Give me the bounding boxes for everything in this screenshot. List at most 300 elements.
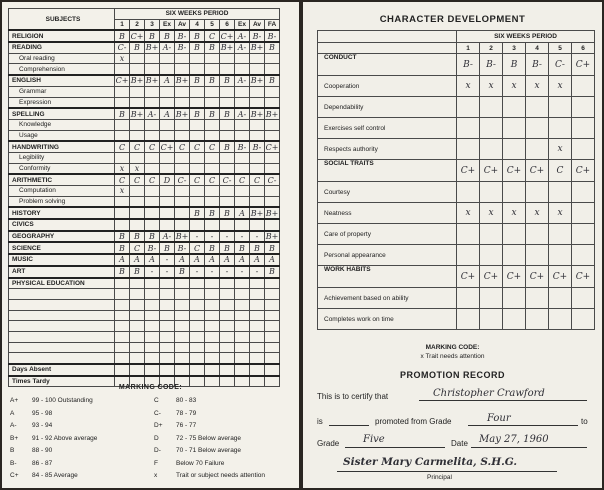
period-column-header: 3 (503, 43, 526, 54)
grade-cell (130, 289, 145, 300)
promoted-from-label: promoted from Grade (375, 417, 452, 426)
subject-label: Days Absent (9, 364, 115, 376)
trait-row (318, 54, 595, 76)
trait-grade-cell: C+ (572, 266, 595, 288)
grade-cell: B (190, 207, 205, 219)
subject-label: GEOGRAPHY (9, 231, 115, 243)
grade-cell (235, 130, 250, 141)
grade-cell: C (115, 174, 130, 185)
subject-label (9, 299, 115, 310)
grade-cell (220, 130, 235, 141)
grade-cell (250, 53, 265, 64)
subject-label: Knowledge (9, 119, 115, 130)
period-column-header: 5 (549, 43, 572, 54)
subject-row (9, 186, 280, 197)
grade-cell (160, 207, 175, 219)
grade-cell: B (205, 75, 220, 86)
trait-row (318, 266, 595, 288)
grade-cell (190, 289, 205, 300)
grade-cell: x (115, 53, 130, 64)
trait-grade-cell (457, 245, 480, 266)
trait-grade-cell (549, 118, 572, 139)
trait-grade-cell: C+ (480, 266, 503, 288)
grade-cell (220, 342, 235, 353)
grade-cell (190, 86, 205, 97)
trait-grade-cell (503, 288, 526, 309)
marking-code-item (154, 397, 196, 404)
grade-cell: C- (175, 174, 190, 185)
trait-grade-cell (572, 224, 595, 245)
subject-row (9, 364, 280, 376)
marking-code-value: 72 - 75 Below average (176, 434, 242, 442)
trait-grade-cell (572, 309, 595, 330)
marking-code-key: B (10, 447, 15, 454)
grade-cell (265, 342, 280, 353)
trait-label: WORK HABITS (318, 266, 457, 288)
marking-code-key: A- (10, 422, 17, 429)
trait-row (318, 139, 595, 160)
grade-cell: B (265, 266, 280, 278)
grade-cell (250, 331, 265, 342)
trait-label: Completes work on time (318, 309, 457, 330)
grade-cell (175, 278, 190, 289)
trait-grade-cell (572, 288, 595, 309)
grade-cell (250, 310, 265, 321)
grade-cell (220, 152, 235, 163)
grade-cell: B (130, 42, 145, 53)
grade-cell (115, 152, 130, 163)
trait-grade-cell: C (549, 160, 572, 182)
marking-code-item (154, 460, 224, 467)
grade-cell: C (145, 174, 160, 185)
subject-label: READING (9, 42, 115, 53)
grade-cell: B+ (265, 208, 279, 218)
grade-cell (190, 186, 205, 197)
grade-cell (265, 152, 280, 163)
grade-cell: C- (265, 174, 280, 185)
marking-code-item (10, 435, 97, 442)
grade-cell: B- (145, 242, 160, 254)
grade-cell (160, 353, 175, 364)
grade-cell: B- (235, 141, 250, 152)
period-column-header: 6 (572, 43, 595, 54)
trait-grade-cell (572, 139, 595, 160)
grade-cell: B (205, 42, 220, 53)
grade-cell (220, 331, 235, 342)
grade-cell: B (205, 108, 220, 119)
grade-cell: B (205, 207, 220, 219)
subject-row (9, 141, 280, 152)
grade-cell (145, 86, 160, 97)
trait-grade-cell: C+ (503, 160, 526, 182)
grade-cell: B+ (265, 232, 279, 242)
subject-row (9, 163, 280, 174)
grade-cell (160, 130, 175, 141)
character-development-title: CHARACTER DEVELOPMENT (379, 14, 526, 25)
trait-grade-cell (503, 224, 526, 245)
grade-cell (190, 97, 205, 108)
grade-cell: A (250, 254, 265, 266)
trait-grade-cell (526, 288, 549, 309)
grade-cell (220, 278, 235, 289)
trait-grade-cell (572, 245, 595, 266)
grade-cell (115, 342, 130, 353)
marking-code-item (10, 397, 93, 404)
trait-grade-cell: C+ (572, 160, 595, 182)
grade-cell: - (250, 231, 265, 243)
subject-label: Computation (9, 186, 115, 197)
grade-cell: A (130, 254, 145, 266)
grade-cell (235, 331, 250, 342)
marking-code-value: 88 - 90 (32, 447, 53, 454)
subject-row (9, 64, 280, 75)
grade-cell: C+ (130, 31, 144, 41)
period-column-header: Ex (235, 19, 250, 30)
subject-row (9, 242, 280, 254)
grade-cell: B (160, 30, 175, 42)
trait-grade-cell: x (457, 76, 480, 97)
subject-row (9, 299, 280, 310)
grade-cell (265, 53, 280, 64)
grade-cell (220, 86, 235, 97)
marking-code-key: B- (10, 459, 17, 467)
grade-cell: B (205, 242, 220, 254)
marking-code-key: A+ (10, 397, 19, 404)
grade-cell (160, 196, 175, 207)
grade-cell (205, 299, 220, 310)
trait-grade-cell (457, 288, 480, 309)
grade-cell (235, 278, 250, 289)
grade-cell (220, 310, 235, 321)
grade-cell (160, 152, 175, 163)
grade-cell (205, 196, 220, 207)
grade-cell: B (145, 30, 160, 42)
trait-grade-cell (480, 245, 503, 266)
grade-cell (175, 119, 190, 130)
trait-grade-cell (572, 118, 595, 139)
marking-code-item (10, 472, 78, 479)
trait-row (318, 160, 595, 182)
trait-grade-cell: C+ (526, 266, 549, 288)
subject-label: Comprehension (9, 64, 115, 75)
grade-cell: B (265, 42, 280, 53)
subject-label: Legibility (9, 152, 115, 163)
grade-cell (220, 364, 235, 376)
grade-cell (115, 310, 130, 321)
grade-cell: B+ (145, 43, 159, 53)
subject-label: Times Tardy (9, 376, 115, 387)
grade-cell: B- (175, 30, 190, 42)
trait-grade-cell (572, 76, 595, 97)
grade-cell (145, 342, 160, 353)
grade-cell (190, 53, 205, 64)
grade-cell: B (220, 75, 235, 86)
grade-cell (130, 152, 145, 163)
marking-code-value: 91 - 92 Above average (32, 434, 98, 442)
trait-grade-cell: x (526, 76, 549, 97)
trait-grade-cell (480, 288, 503, 309)
grade-cell: A- (160, 231, 175, 243)
grade-cell (175, 219, 190, 231)
grade-cell (265, 186, 280, 197)
grade-cell: C (145, 141, 160, 152)
trait-row (318, 76, 595, 97)
trait-grade-cell: C+ (549, 266, 572, 288)
grade-cell (130, 342, 145, 353)
grade-cell: B (130, 266, 145, 278)
grade-cell: C (205, 174, 220, 185)
grade-cell (220, 97, 235, 108)
trait-row (318, 182, 595, 203)
grade-cell: - (145, 266, 160, 278)
grade-cell (115, 196, 130, 207)
grade-cell: B+ (220, 43, 234, 53)
grade-cell (160, 364, 175, 376)
grade-cell (190, 119, 205, 130)
grade-cell (190, 219, 205, 231)
grade-cell: B+ (265, 109, 279, 119)
grade-cell (250, 353, 265, 364)
trait-grade-cell (457, 139, 480, 160)
trait-grade-cell (572, 182, 595, 203)
grade-cell (250, 289, 265, 300)
grade-cell (265, 86, 280, 97)
trait-grade-cell: x (457, 203, 480, 224)
trait-grade-cell (457, 309, 480, 330)
marking-code-item (154, 472, 265, 479)
marking-code-value: 95 - 98 (32, 409, 53, 417)
marking-code-key: C- (154, 409, 161, 417)
grade-cell (130, 130, 145, 141)
grade-cell (190, 130, 205, 141)
subject-label (9, 331, 115, 342)
grade-cell: C (250, 174, 265, 185)
grade-cell (175, 196, 190, 207)
subject-label: PHYSICAL EDUCATION (9, 278, 115, 289)
grade-cell (265, 299, 280, 310)
grade-cell (130, 97, 145, 108)
grade-cell: A (115, 254, 130, 266)
subject-row (9, 231, 280, 243)
trait-label: Courtesy (318, 182, 457, 203)
trait-grade-cell (503, 97, 526, 118)
grade-cell: B (190, 42, 205, 53)
grade-cell (115, 299, 130, 310)
grade-cell (115, 353, 130, 364)
subject-row (9, 30, 280, 42)
grade-cell (235, 97, 250, 108)
grade-cell (145, 219, 160, 231)
subject-label (9, 289, 115, 300)
grade-cell (250, 342, 265, 353)
grade-cell: B+ (145, 76, 159, 86)
grade-cell: B (115, 266, 130, 278)
subject-row (9, 86, 280, 97)
report-card-left-page (2, 2, 299, 488)
promotion-record-title: PROMOTION RECORD (399, 370, 505, 380)
trait-grade-cell (457, 182, 480, 203)
grade-cell (235, 119, 250, 130)
grade-cell (265, 321, 280, 332)
grade-cell: - (235, 231, 250, 243)
trait-grade-cell: C- (549, 54, 572, 76)
subject-row (9, 353, 280, 364)
subject-label: Conformity (9, 163, 115, 174)
grade-cell (250, 196, 265, 207)
grade-cell: B- (250, 141, 265, 152)
period-column-header: 2 (480, 43, 503, 54)
trait-grade-cell: C+ (457, 266, 480, 288)
grade-cell: A (160, 75, 175, 86)
grade-cell (220, 196, 235, 207)
grade-cell (145, 163, 160, 174)
subject-row (9, 266, 280, 278)
grade-cell: B (220, 207, 235, 219)
grade-cell (265, 331, 280, 342)
grade-cell (265, 353, 280, 364)
marking-code-key: D+ (154, 422, 163, 429)
period-column-header: 2 (130, 19, 145, 30)
grade-cell: x (115, 186, 130, 197)
grade-cell (160, 97, 175, 108)
grade-cell: B- (265, 30, 280, 42)
subject-row (9, 321, 280, 332)
subject-label: Grammar (9, 86, 115, 97)
trait-label: Care of property (318, 224, 457, 245)
grade-cell (115, 97, 130, 108)
grade-cell: x (115, 163, 130, 174)
grade-cell: B (220, 141, 235, 152)
period-column-header: 6 (220, 19, 235, 30)
grade-cell (145, 152, 160, 163)
trait-row (318, 288, 595, 309)
grade-cell (265, 278, 280, 289)
grade-cell (175, 299, 190, 310)
subject-row (9, 53, 280, 64)
report-card-right-page (303, 2, 602, 488)
trait-grade-cell (503, 245, 526, 266)
grade-cell (250, 152, 265, 163)
trait-grade-cell (526, 309, 549, 330)
grade-cell (250, 219, 265, 231)
grade-cell (130, 321, 145, 332)
grade-cell (175, 289, 190, 300)
grade-cell (190, 196, 205, 207)
grade-cell (250, 364, 265, 376)
trait-grade-cell (480, 97, 503, 118)
marking-code-key: C+ (10, 472, 19, 479)
grade-cell (205, 97, 220, 108)
grade-cell (235, 196, 250, 207)
grade-cell (175, 163, 190, 174)
grade-cell (265, 119, 280, 130)
marking-code-key: D- (154, 447, 161, 454)
character-grade-table (317, 30, 595, 330)
grade-cell: C (190, 174, 205, 185)
is-label: is (317, 417, 323, 426)
grade-cell (265, 163, 280, 174)
grade-cell (250, 130, 265, 141)
grade-cell (175, 321, 190, 332)
grade-cell (130, 53, 145, 64)
trait-grade-cell (457, 118, 480, 139)
grade-cell (130, 64, 145, 75)
grade-cell (235, 289, 250, 300)
grade-cell (130, 196, 145, 207)
grade-cell (115, 86, 130, 97)
to-grade: Five (363, 434, 385, 445)
subject-label: MUSIC (9, 254, 115, 266)
trait-label: Respects authority (318, 139, 457, 160)
trait-label: CONDUCT (318, 54, 457, 76)
grade-cell (115, 321, 130, 332)
marking-code-title: MARKING CODE: (118, 384, 183, 391)
grade-cell (160, 186, 175, 197)
subject-label (9, 353, 115, 364)
marking-code-value: 80 - 83 (176, 397, 197, 404)
subject-row (9, 108, 280, 119)
grade-cell (160, 289, 175, 300)
grade-cell: C (205, 30, 220, 42)
period-column-header: 3 (145, 19, 160, 30)
trait-row (318, 309, 595, 330)
grade-cell: C- (220, 174, 235, 185)
trait-label: Dependability (318, 97, 457, 118)
to-label: to (581, 417, 588, 426)
date-label: Date (451, 439, 468, 448)
grade-cell (175, 130, 190, 141)
subjects-header: SUBJECTS (9, 9, 115, 31)
grade-cell (115, 130, 130, 141)
subject-label: ART (9, 266, 115, 278)
subject-row (9, 342, 280, 353)
trait-label: Personal appearance (318, 245, 457, 266)
grade-cell: A- (235, 75, 250, 86)
subject-row (9, 331, 280, 342)
period-column-header: 5 (205, 19, 220, 30)
subject-row (9, 278, 280, 289)
period-column-header: Ex (160, 19, 175, 30)
marking-code-key: F (154, 459, 158, 467)
grade-cell (205, 353, 220, 364)
grade-cell: B- (175, 42, 190, 53)
grade-cell (160, 219, 175, 231)
grade-cell: B+ (175, 109, 189, 119)
trait-grade-cell (503, 182, 526, 203)
grade-cell (175, 364, 190, 376)
grade-cell: - (160, 254, 175, 266)
grade-cell (205, 186, 220, 197)
period-column-header: 4 (190, 19, 205, 30)
grade-cell (205, 331, 220, 342)
grade-cell (235, 299, 250, 310)
grade-cell: A (265, 254, 280, 266)
subject-row (9, 310, 280, 321)
grade-cell: - (190, 231, 205, 243)
grade-cell (175, 53, 190, 64)
grade-label: Grade (317, 439, 340, 448)
subject-label: Expression (9, 97, 115, 108)
grade-cell (145, 364, 160, 376)
grade-cell (220, 64, 235, 75)
marking-code-value: 70 - 71 Below average (176, 447, 242, 454)
trait-grade-cell: B- (457, 54, 480, 76)
subject-row (9, 207, 280, 219)
grade-cell (130, 353, 145, 364)
grade-cell (190, 331, 205, 342)
grade-cell (130, 299, 145, 310)
trait-grade-cell (503, 118, 526, 139)
